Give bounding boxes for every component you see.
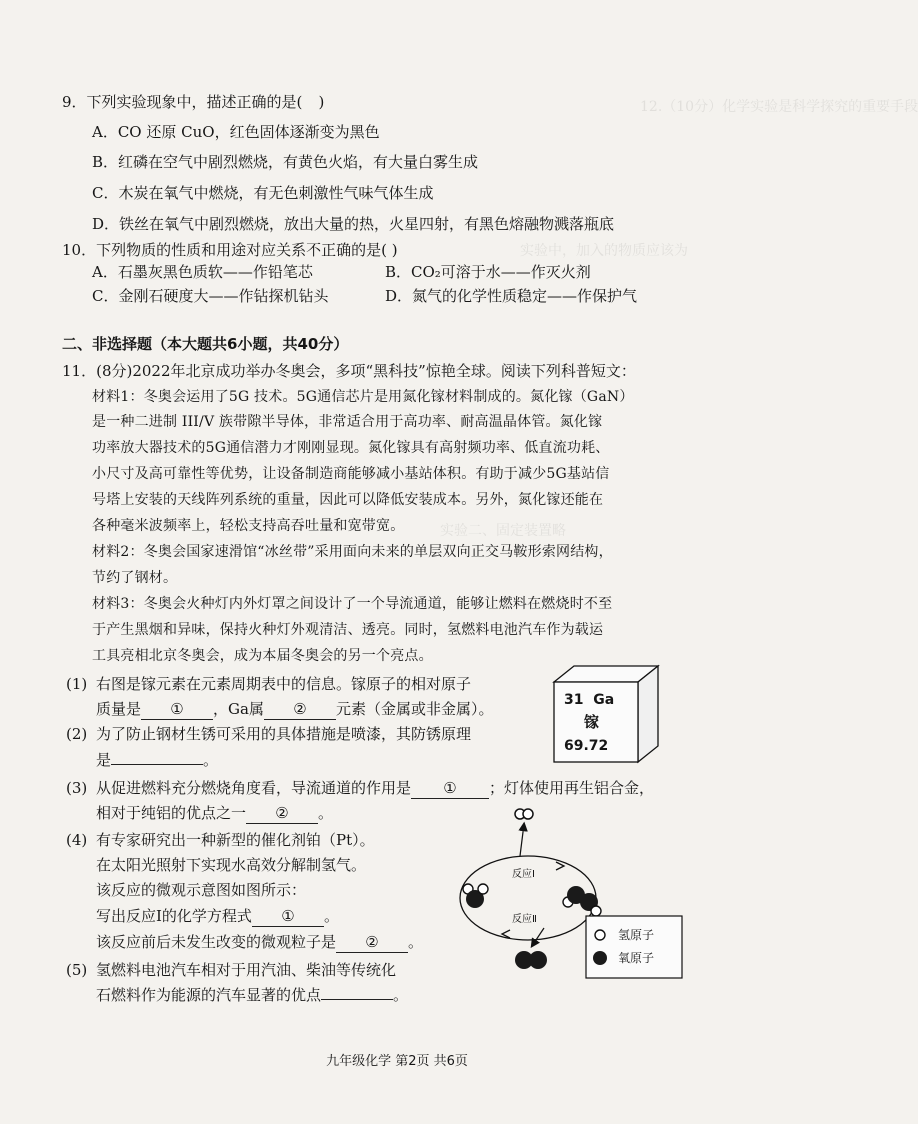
q10-option-a: A．石墨灰黑色质软——作铅笔芯 — [92, 263, 313, 281]
page-footer: 九年级化学 第2页 共6页 — [326, 1054, 468, 1069]
q9-paren: ) — [318, 93, 325, 111]
material-3-line: 于产生黑烟和异味，保持火种灯外观清洁、透亮。同时，氢燃料电池汽车作为载运 — [92, 622, 604, 638]
sub-q2-line2: 是 。 — [96, 751, 219, 769]
answer-blank[interactable]: ① — [141, 699, 213, 720]
sub-q2-number: (2) — [66, 725, 88, 743]
bleed-through-text: 实验二、固定装置略 — [440, 523, 566, 539]
sub-q3-number: (3) — [66, 779, 88, 797]
reaction-2-label: 反应Ⅱ — [512, 914, 537, 925]
q10-option-c: C．金刚石硬度大——作钻探机钻头 — [92, 287, 329, 305]
q9-option-c: C．木炭在氧气中燃烧，有无色刺激性气味气体生成 — [92, 184, 434, 202]
sub-q5-number: (5) — [66, 961, 88, 979]
sub-q3-line2: 相对于纯铝的优点之一 ② 。 — [96, 804, 334, 822]
hydrogen-atom-icon — [595, 930, 605, 940]
q9-option-d: D．铁丝在氧气中剧烈燃烧，放出大量的热，火星四射，有黑色熔融物溅落瓶底 — [92, 215, 615, 233]
bleed-through-text: 实验中，加入的物质应该为 — [520, 243, 688, 259]
answer-blank[interactable] — [321, 999, 393, 1000]
answer-blank[interactable]: ① — [411, 778, 489, 799]
legend-hydrogen-label: 氢原子 — [618, 928, 655, 942]
material-1-line: 各种毫米波频率上，轻松支持高吞吐量和宽带宽。 — [92, 518, 405, 534]
q9-option-a: A．CO 还原 CuO，红色固体逐渐变为黑色 — [92, 123, 380, 141]
sub-q2-line1: 为了防止钢材生锈可采用的具体措施是喷漆，其防锈原理 — [96, 725, 472, 743]
sub-q3-line1: 从促进燃料充分燃烧角度看，导流通道的作用是 ① ；灯体使用再生铝合金， — [96, 779, 655, 797]
material-1-line: 小尺寸及高可靠性等优势，让设备制造商能够减小基站体积。有助于减少5G基站信 — [92, 466, 610, 482]
answer-blank[interactable]: ② — [264, 699, 336, 720]
sub-q4-line2: 在太阳光照射下实现水高效分解制氢气。 — [96, 856, 367, 874]
answer-blank[interactable]: ② — [336, 932, 408, 953]
material-3-line: 工具亮相北京冬奥会，成为本届冬奥会的另一个亮点。 — [92, 648, 433, 664]
reaction-micro-diagram — [448, 798, 688, 988]
material-1-line: 功率放大器技术的5G通信潜力才刚刚显现。氮化镓具有高射频功率、低直流功耗、 — [92, 440, 610, 456]
material-2-line: 节约了钢材。 — [92, 570, 178, 586]
oxygen-atom-icon — [593, 951, 607, 965]
sub-q1-number: (1) — [66, 675, 88, 693]
reaction-cycle-svg — [448, 798, 688, 988]
q9-option-b: B．红磷在空气中剧烈燃烧，有黄色火焰，有大量白雾生成 — [92, 153, 479, 171]
sub-q4-line5: 该反应前后未发生改变的微观粒子是 ② 。 — [96, 933, 424, 951]
element-name: 镓 — [584, 713, 600, 731]
material-2-line: 材料2：冬奥会国家速滑馆“冰丝带”采用面向未来的单层双向正交马鞍形索网结构， — [92, 544, 613, 560]
legend-box — [586, 916, 682, 978]
gallium-element-card — [550, 660, 662, 765]
section-two-heading: 二、非选择题（本大题共6小题，共40分） — [62, 335, 349, 353]
element-mass: 69.72 — [564, 738, 609, 754]
q10-option-d: D．氮气的化学性质稳定——作保护气 — [385, 287, 638, 305]
material-1-line: 材料1：冬奥会运用了5G 技术。5G通信芯片是用氮化镓材料制成的。氮化镓（GaN） — [92, 389, 634, 405]
material-3-line: 材料3：冬奥会火种灯内外灯罩之间设计了一个导流通道，能够让燃料在燃烧时不至 — [92, 596, 613, 612]
bleed-through-text: 12.（10分）化学实验是科学探究的重要手段 — [640, 99, 918, 115]
material-1-line: 号塔上安装的天线阵列系统的重量，因此可以降低安装成本。另外，氮化镓还能在 — [92, 492, 604, 508]
q11-intro: 11．(8分)2022年北京成功举办冬奥会，多项“黑科技”惊艳全球。阅读下列科普短文： — [62, 362, 636, 380]
reaction-1-label: 反应Ⅰ — [512, 869, 535, 880]
legend-oxygen-label: 氧原子 — [618, 951, 655, 965]
q10-option-b: B．CO₂可溶于水——作灭火剂 — [385, 263, 591, 281]
answer-blank[interactable]: ① — [252, 906, 324, 927]
sub-q4-number: (4) — [66, 831, 88, 849]
sub-q1-line2: 质量是 ① ，Ga属 ② 元素（金属或非金属）。 — [96, 700, 494, 718]
sub-q4-line3: 该反应的微观示意图如图所示： — [96, 881, 307, 899]
material-1-line: 是一种二进制 III/V 族带隙半导体，非常适合用于高功率、耐高温晶体管。氮化镓 — [92, 414, 603, 430]
q10-stem: 10．下列物质的性质和用途对应关系不正确的是( ) — [62, 241, 398, 259]
sub-q5-line1: 氢燃料电池汽车相对于用汽油、柴油等传统化 — [96, 961, 397, 979]
q9-stem: 9．下列实验现象中，描述正确的是() — [62, 92, 340, 112]
element-number-symbol: 31 Ga — [564, 692, 615, 708]
sub-q5-line2: 石燃料作为能源的汽车显著的优点 。 — [96, 986, 409, 1004]
answer-blank[interactable]: ② — [246, 803, 318, 824]
sub-q4-line1: 有专家研究出一种新型的催化剂铂（Pt）。 — [96, 831, 375, 849]
sub-q1-line1: 右图是镓元素在元素周期表中的信息。镓原子的相对原子 — [96, 675, 472, 693]
answer-blank[interactable] — [111, 764, 203, 765]
sub-q4-line4: 写出反应Ⅰ的化学方程式 ① 。 — [96, 907, 339, 925]
